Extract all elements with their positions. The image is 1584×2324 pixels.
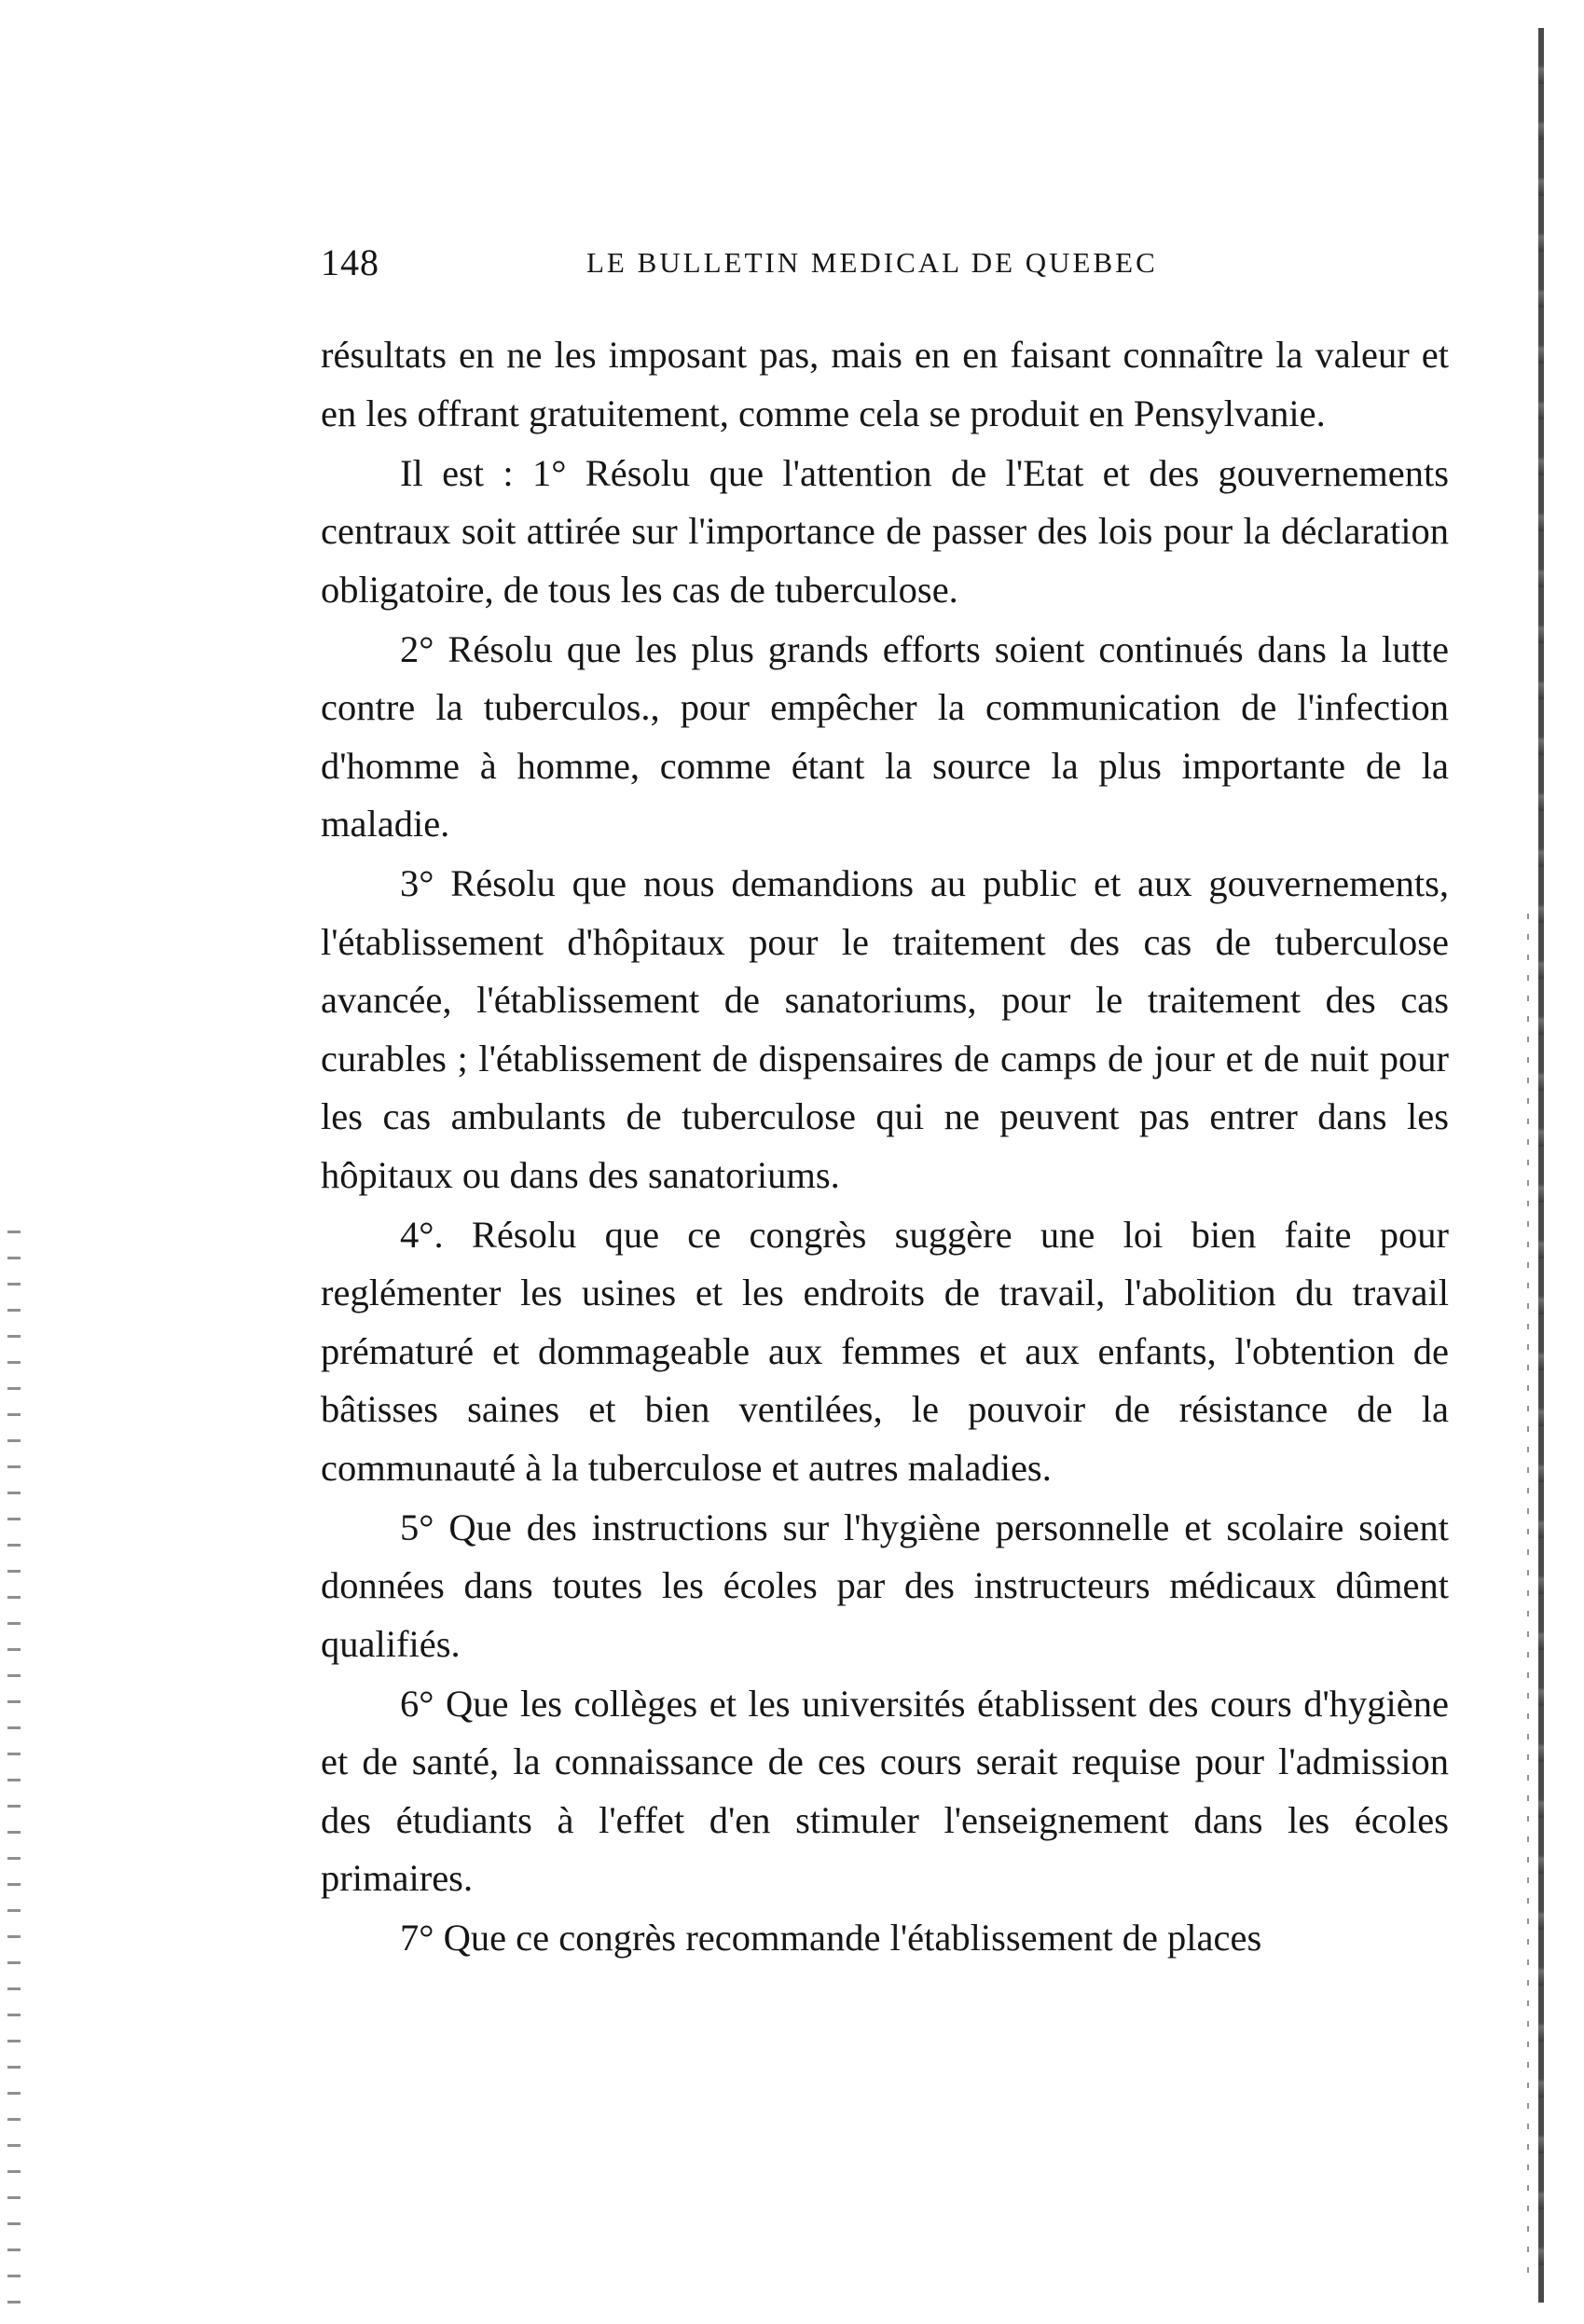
scan-edge-left-marks xyxy=(7,1231,21,2312)
page-header xyxy=(321,241,1449,296)
scan-edge-right-marks xyxy=(1527,914,1529,2275)
page-number: 148 xyxy=(321,241,379,283)
running-title: LE BULLETIN MEDICAL DE QUEBEC xyxy=(586,246,1158,279)
paragraph-resolution-7: 7° Que ce congrès recommande l'établissement de places xyxy=(400,1917,1262,1959)
scan-edge-right xyxy=(1538,28,1544,2303)
paragraph-resolution-1: Il est : 1° Résolu que l'attention de l'Etat et des gouvernements centraux soit attirée sur l'importance de passer des lois pour la déclaration obligatoire, de tous les cas de tuberculose. xyxy=(321,451,1449,611)
paragraph-resolution-6: 6° Que les collèges et les universités établissent des cours d'hygiène et de santé, la connaissance de ces cours serait requise pour l'admission des étudiants à l'effet d'en stimuler l'enseignement dans les écoles primaires. xyxy=(321,1682,1449,1899)
body-text xyxy=(321,326,1449,1969)
paragraph-continuation: résultats en ne les imposant pas, mais en en faisant connaître la valeur et en les offrant gratuitement, comme cela se produit en Pensylvanie. xyxy=(321,334,1449,434)
paragraph-resolution-5: 5° Que des instructions sur l'hygiène personnelle et scolaire soient données dans toutes les écoles par des instructeurs médicaux dûment qualifiés. xyxy=(321,1506,1449,1665)
paragraph-resolution-3: 3° Résolu que nous demandions au public et aux gouvernements, l'établissement d'hôpitaux pour le traitement des cas de tuberculose avancée, l'établissement de sanatoriums, pour le traitement des cas curables ; l'établissement de dispensaires de camps de jour et de nuit pour les cas ambulants de tuberculose qui ne peuvent pas entrer dans les hôpitaux ou dans des sanatoriums. xyxy=(321,862,1449,1196)
paragraph-resolution-2: 2° Résolu que les plus grands efforts soient continués dans la lutte contre la tuberculos., pour empêcher la communication de l'infection d'homme à homme, comme étant la source la plus importante de la maladie. xyxy=(321,627,1449,845)
paragraph-resolution-4: 4°. Résolu que ce congrès suggère une loi bien faite pour reglémenter les usines et les endroits de travail, l'abolition du travail prématuré et dommageable aux femmes et aux enfants, l'obtention de bâtisses saines et bien ventilées, le pouvoir de résistance de la communauté à la tuberculose et autres maladies. xyxy=(321,1213,1449,1489)
